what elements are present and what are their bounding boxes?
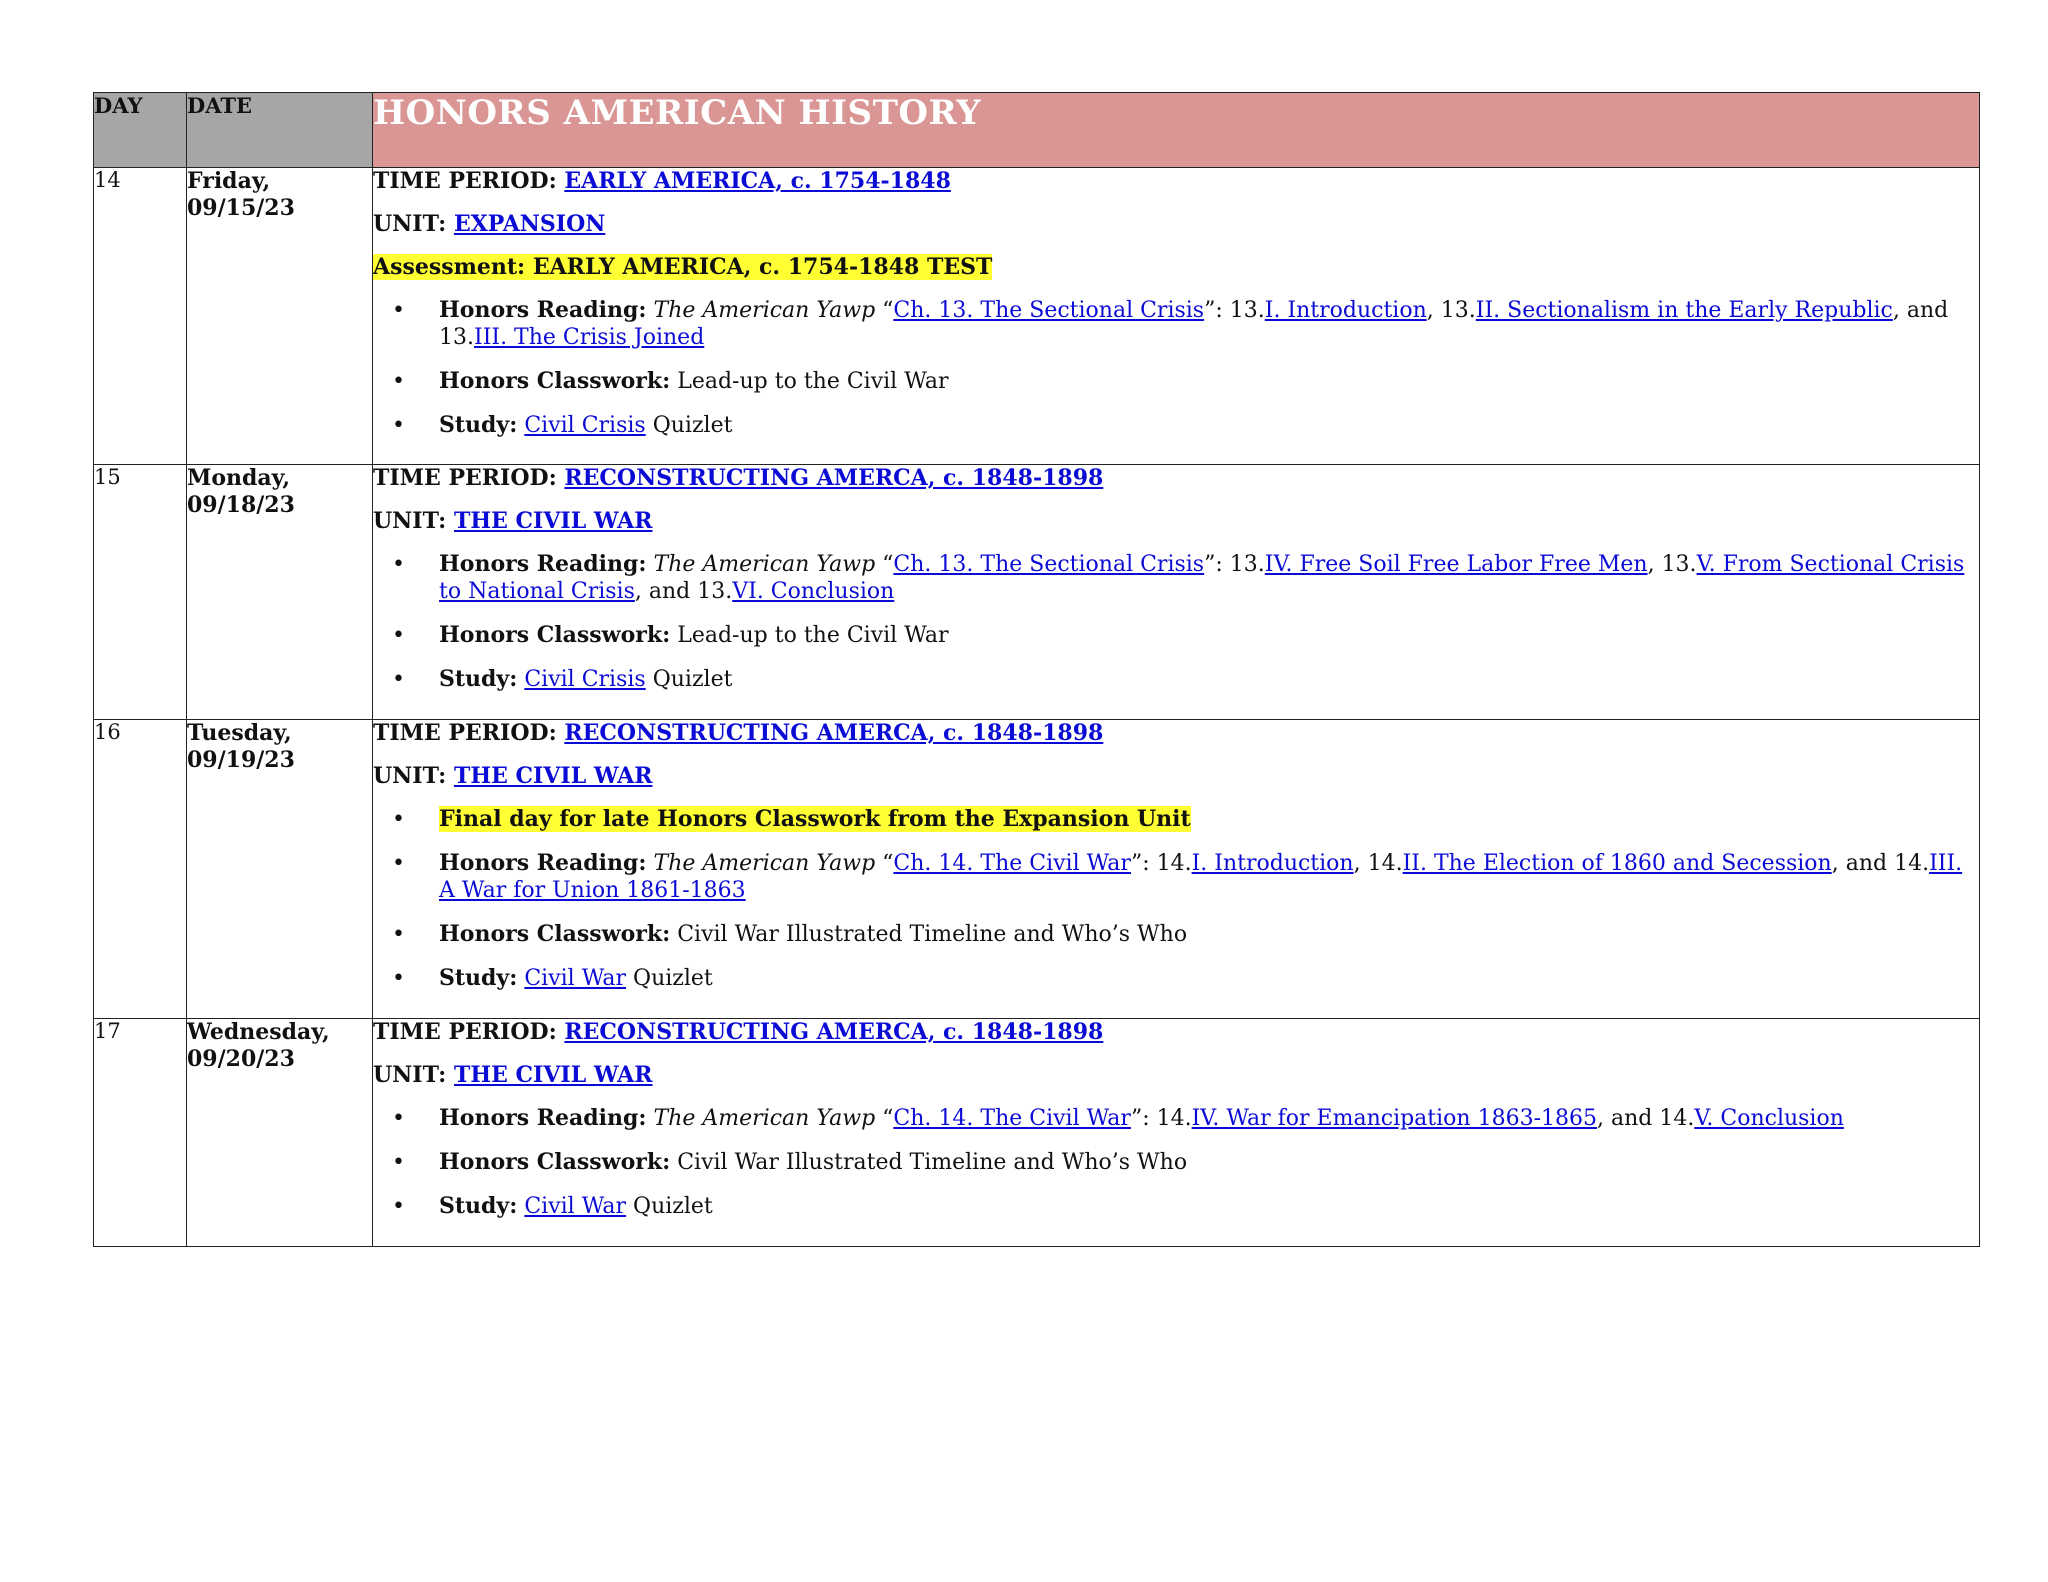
quote-close: ”: 14. [1130, 851, 1192, 876]
list-item [373, 666, 1979, 693]
weekday: Wednesday, [187, 1019, 330, 1045]
list-item [373, 412, 1979, 439]
time-period-line [373, 1019, 1979, 1046]
bullet-icon: • [392, 623, 405, 648]
unit-line [373, 211, 1979, 238]
table-header-row [94, 93, 1980, 168]
study-link[interactable]: Civil War [524, 1194, 627, 1219]
bullet-icon: • [392, 1194, 405, 1219]
separator: , and 13. [439, 298, 1949, 350]
bullet-icon: • [392, 966, 405, 991]
section-link[interactable]: VI. Conclusion [732, 579, 895, 604]
quote-open: “ [875, 552, 894, 577]
study-label: Study: [439, 1193, 518, 1219]
unit-link[interactable]: EXPANSION [453, 211, 606, 237]
weekday: Tuesday, [187, 720, 292, 746]
table-row [94, 465, 1980, 720]
separator: , 14. [1353, 851, 1403, 876]
bullet-icon: • [392, 552, 405, 577]
classwork-text: Lead-up to the Civil War [670, 623, 949, 648]
date-value: 09/18/23 [187, 492, 295, 518]
section-link[interactable]: I. Introduction [1191, 851, 1354, 876]
section-link[interactable]: III. The Crisis Joined [474, 325, 705, 350]
bullet-icon: • [392, 1150, 405, 1175]
study-label: Study: [439, 965, 518, 991]
list-item [373, 1193, 1979, 1220]
study-text: Quizlet [626, 1194, 713, 1219]
classwork-text: Lead-up to the Civil War [670, 369, 949, 394]
bullet-icon: • [392, 851, 405, 876]
list-item [373, 921, 1979, 948]
date-cell [187, 168, 373, 465]
time-period-label: TIME PERIOD: [373, 720, 565, 746]
section-link[interactable]: IV. Free Soil Free Labor Free Men [1264, 552, 1648, 577]
separator: , and 14. [1831, 851, 1930, 876]
list-item [373, 965, 1979, 992]
date-column-header: DATE [187, 93, 373, 168]
time-period-link[interactable]: RECONSTRUCTING AMERCA, c. 1848-1898 [564, 1019, 1104, 1045]
chapter-link[interactable]: Ch. 13. The Sectional Crisis [893, 552, 1205, 577]
date-value: 09/15/23 [187, 195, 295, 221]
reading-label: Honors Reading: [439, 850, 647, 876]
unit-label: UNIT: [373, 763, 454, 789]
classwork-label: Honors Classwork: [439, 921, 671, 947]
quote-open: “ [875, 1106, 894, 1131]
bullet-icon: • [392, 413, 405, 438]
quote-open: “ [875, 851, 894, 876]
bullet-icon: • [392, 1106, 405, 1131]
list-item [373, 1105, 1979, 1132]
bullet-icon: • [392, 298, 405, 323]
date-value: 09/20/23 [187, 1046, 295, 1072]
list-item [373, 806, 1979, 833]
weekday: Friday, [187, 168, 271, 194]
list-item [373, 850, 1979, 904]
time-period-line [373, 168, 1979, 195]
reading-source: The American Yawp [653, 298, 876, 323]
study-label: Study: [439, 412, 518, 438]
day-column-header: DAY [94, 93, 187, 168]
unit-line [373, 1062, 1979, 1089]
course-title: HONORS AMERICAN HISTORY [373, 93, 1980, 168]
table-row [94, 720, 1980, 1019]
section-link[interactable]: IV. War for Emancipation 1863-1865 [1191, 1106, 1597, 1131]
section-link[interactable]: III. A War for Union 1861-1863 [439, 851, 1963, 903]
section-link[interactable]: II. The Election of 1860 and Secession [1402, 851, 1832, 876]
table-row [94, 168, 1980, 465]
study-text: Quizlet [645, 667, 733, 692]
unit-link[interactable]: THE CIVIL WAR [453, 1062, 653, 1088]
section-link[interactable]: V. From Sectional Crisis to National Crisis [439, 552, 1965, 604]
separator: , 13. [1426, 298, 1476, 323]
reading-label: Honors Reading: [439, 551, 647, 577]
bullet-icon: • [392, 922, 405, 947]
list-item [373, 622, 1979, 649]
quote-close: ”: 13. [1204, 552, 1265, 577]
unit-label: UNIT: [373, 508, 454, 534]
classwork-label: Honors Classwork: [439, 1149, 671, 1175]
day-number: 14 [94, 168, 187, 465]
unit-link[interactable]: THE CIVIL WAR [453, 508, 653, 534]
assessment-line [373, 254, 1979, 281]
time-period-line [373, 720, 1979, 747]
quote-close: ”: 13. [1204, 298, 1265, 323]
classwork-text: Civil War Illustrated Timeline and Who’s Who [670, 1150, 1188, 1175]
study-link[interactable]: Civil Crisis [524, 667, 646, 692]
separator: , and 13. [634, 579, 733, 604]
chapter-link[interactable]: Ch. 14. The Civil War [893, 851, 1131, 876]
classwork-text: Civil War Illustrated Timeline and Who’s Who [670, 922, 1188, 947]
reading-label: Honors Reading: [439, 1105, 647, 1131]
date-value: 09/19/23 [187, 747, 295, 773]
unit-label: UNIT: [373, 211, 454, 237]
chapter-link[interactable]: Ch. 13. The Sectional Crisis [893, 298, 1205, 323]
day-number: 15 [94, 465, 187, 720]
schedule-table [93, 92, 1980, 1247]
lesson-content [373, 168, 1980, 465]
assignment-list [373, 551, 1979, 693]
unit-line [373, 508, 1979, 535]
bullet-icon: • [392, 667, 405, 692]
unit-line [373, 763, 1979, 790]
assignment-list [373, 1105, 1979, 1220]
study-link[interactable]: Civil War [524, 966, 627, 991]
date-cell [187, 465, 373, 720]
study-link[interactable]: Civil Crisis [524, 413, 646, 438]
time-period-link[interactable]: RECONSTRUCTING AMERCA, c. 1848-1898 [564, 720, 1104, 746]
time-period-label: TIME PERIOD: [373, 168, 565, 194]
chapter-link[interactable]: Ch. 14. The Civil War [893, 1106, 1131, 1131]
section-link[interactable]: II. Sectionalism in the Early Republic [1475, 298, 1893, 323]
day-number: 17 [94, 1019, 187, 1247]
bullet-icon: • [392, 807, 405, 832]
study-text: Quizlet [645, 413, 733, 438]
list-item [373, 368, 1979, 395]
list-item [373, 297, 1979, 351]
lesson-content [373, 465, 1980, 720]
section-link[interactable]: I. Introduction [1264, 298, 1427, 323]
reading-label: Honors Reading: [439, 297, 647, 323]
classwork-label: Honors Classwork: [439, 368, 671, 394]
late-work-notice: Final day for late Honors Classwork from the Expansion Unit [439, 806, 1191, 832]
unit-link[interactable]: THE CIVIL WAR [453, 763, 653, 789]
date-cell [187, 720, 373, 1019]
study-label: Study: [439, 666, 518, 692]
quote-close: ”: 14. [1130, 1106, 1192, 1131]
time-period-label: TIME PERIOD: [373, 465, 565, 491]
list-item [373, 1149, 1979, 1176]
time-period-label: TIME PERIOD: [373, 1019, 565, 1045]
quote-open: “ [875, 298, 894, 323]
separator: , 13. [1647, 552, 1697, 577]
list-item [373, 551, 1979, 605]
unit-label: UNIT: [373, 1062, 454, 1088]
assignment-list [373, 297, 1979, 439]
time-period-link[interactable]: RECONSTRUCTING AMERCA, c. 1848-1898 [564, 465, 1104, 491]
reading-source: The American Yawp [653, 851, 876, 876]
bullet-icon: • [392, 369, 405, 394]
lesson-content [373, 1019, 1980, 1247]
assessment-notice: Assessment: EARLY AMERICA, c. 1754-1848 TEST [373, 254, 993, 280]
assignment-list [373, 806, 1979, 992]
time-period-line [373, 465, 1979, 492]
study-text: Quizlet [626, 966, 713, 991]
reading-source: The American Yawp [653, 1106, 876, 1131]
date-cell [187, 1019, 373, 1247]
reading-source: The American Yawp [653, 552, 876, 577]
separator: , and 14. [1597, 1106, 1695, 1131]
time-period-link[interactable]: EARLY AMERICA, c. 1754-1848 [564, 168, 951, 194]
lesson-content [373, 720, 1980, 1019]
table-row [94, 1019, 1980, 1247]
day-number: 16 [94, 720, 187, 1019]
weekday: Monday, [187, 465, 290, 491]
classwork-label: Honors Classwork: [439, 622, 671, 648]
section-link[interactable]: V. Conclusion [1694, 1106, 1844, 1131]
